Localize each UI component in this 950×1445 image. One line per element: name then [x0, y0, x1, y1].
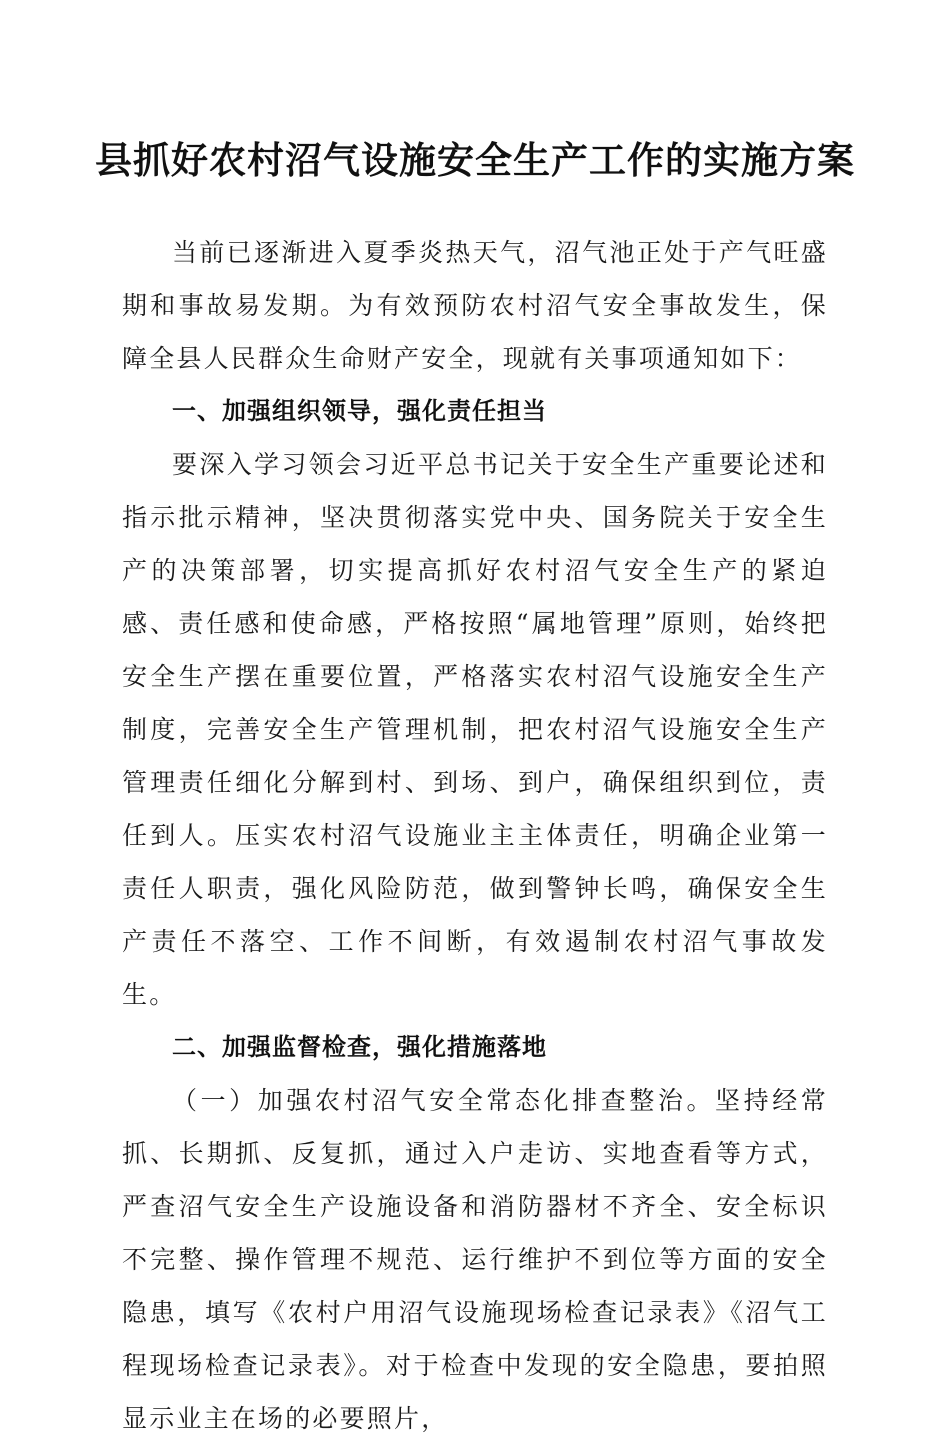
section-paragraph-1: 要深入学习领会习近平总书记关于安全生产重要论述和指示批示精神，坚决贯彻落实党中央、国务院关于安全生产的决策部署，切实提高抓好农村沼气安全生产的紧迫感、责任感和使命感，严格按照“属地管理”原则，始终把安全生产摆在重要位置，严格落实农村沼气设施安全生产制度，完善安全生产管理机制，把农村沼气设施安全生产管理责任细化分解到村、到场、到户，确保组织到位，责任到人。压实农村沼气设施业主主体责任，明确企业第一责任人职责，强化风险防范，做到警钟长鸣，确保安全生产责任不落空、工作不间断，有效遏制农村沼气事故发生。: [122, 450, 828, 1009]
section-paragraph-2: （一）加强农村沼气安全常态化排查整治。坚持经常抓、长期抓、反复抓，通过入户走访、实地查看等方式，严查沼气安全生产设施设备和消防器材不齐全、安全标识不完整、操作管理不规范、运行维护不到位等方面的安全隐患，填写《农村户用沼气设施现场检查记录表》《沼气工程现场检查记录表》。对于检查中发现的安全隐患，要拍照显示业主在场的必要照片，: [122, 1086, 828, 1433]
document-title: 县抓好农村沼气设施安全生产工作的实施方案: [95, 138, 855, 182]
intro-paragraph: 当前已逐渐进入夏季炎热天气，沼气池正处于产气旺盛期和事故易发期。为有效预防农村沼气安全事故发生，保障全县人民群众生命财产安全，现就有关事项通知如下：: [122, 238, 828, 373]
document-body: [122, 226, 828, 1445]
section-heading-1: 一、加强组织领导，强化责任担当: [172, 397, 547, 425]
section-heading-2: 二、加强监督检查，强化措施落地: [172, 1033, 547, 1061]
